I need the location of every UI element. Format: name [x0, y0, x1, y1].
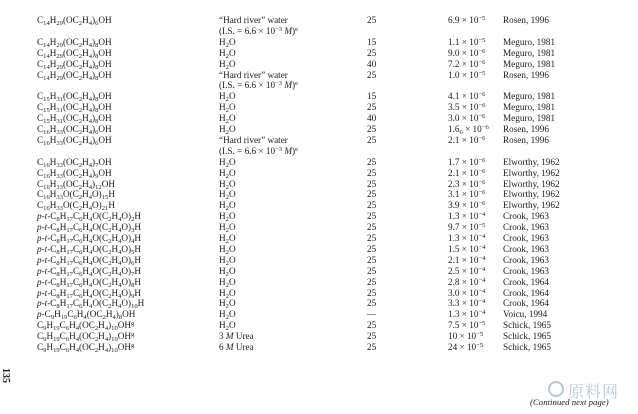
reference-cell: Crook, 1963	[503, 233, 549, 243]
compound-cell: $p-t-C_8H_{17}C_6H_4O(C_2H_4O)_9H$	[37, 287, 142, 300]
solvent-cell: $H_2O$	[219, 265, 236, 278]
solvent-cell: $H_2O$	[219, 178, 236, 191]
solvent-cell: $H_2O$	[219, 211, 236, 224]
temperature-cell: 25	[367, 342, 377, 352]
temperature-cell: 25	[367, 287, 377, 298]
reference-cell: Rosen, 1996	[503, 134, 549, 145]
temperature-cell: 25	[367, 167, 377, 178]
cmc-cell: $1.1 \times 10^{-5}$	[448, 36, 486, 47]
temperature-cell: 25	[367, 243, 377, 254]
watermark-text: 原料网	[568, 382, 620, 401]
temperature-cell: 25	[367, 156, 377, 167]
solvent-ionic-strength: (I.S. = $6.6 \times 10^{-3}$ M)$^e$	[219, 145, 299, 156]
compound-cell: $C_{15}H_{31}(OC_2H_4)_8OH$	[37, 91, 112, 104]
table-row	[0, 91, 638, 102]
reference-cell: Meguro, 1981	[503, 91, 556, 102]
compound-cell: $p-t-C_8H_{17}C_6H_4O(C_2H_4O)_8H$	[37, 276, 142, 289]
solvent-cell: $H_2O$	[219, 222, 236, 235]
cmc-cell: $3.5 \times 10^{-6}$	[448, 102, 486, 113]
temperature-cell: —	[367, 309, 377, 320]
compound-cell: $C_{14}H_{29}(OC_2H_4)_8OH$	[37, 69, 112, 82]
temperature-cell: 25	[367, 233, 377, 243]
cmc-cell: $3.3 \times 10^{-4}$	[448, 298, 486, 309]
table-row	[0, 233, 638, 244]
compound-cell: $p-C_9H_{19}C_6H_4(OC_2H_4)_8OH$	[37, 309, 136, 322]
temperature-cell: 25	[367, 124, 377, 134]
reference-cell: Crook, 1963	[503, 243, 549, 254]
solvent-cell: $H_2O$	[219, 189, 236, 202]
temperature-cell: 25	[367, 265, 377, 276]
solvent-cell: $H_2O$	[219, 91, 236, 104]
reference-cell: Crook, 1964	[503, 298, 549, 309]
temperature-cell: 25	[367, 331, 377, 342]
solvent-cell: $H_2O$	[219, 309, 236, 322]
solvent-cell: $H_2O$	[219, 58, 236, 71]
compound-cell: $p-t-C_8H_{17}C_6H_4O(C_2H_4O)_6H$	[37, 254, 142, 267]
compound-cell: $C_9H_{19}C_6H_4(OC_2H_4)_{10}OH^g$	[37, 342, 135, 354]
table-row-continuation	[0, 26, 638, 37]
reference-cell: Meguro, 1981	[503, 36, 556, 47]
solvent-cell: $H_2O$	[219, 167, 236, 180]
compound-cell: $C_{16}H_{33}(OC_2H_4)_7OH$	[37, 156, 112, 169]
temperature-cell: 25	[367, 47, 377, 58]
compound-cell: $C_{14}H_{29}(OC_2H_4)_8OH$	[37, 58, 112, 71]
table-row	[0, 288, 638, 299]
solvent-cell: $H_2O$	[219, 102, 236, 115]
temperature-cell: 25	[367, 178, 377, 189]
solvent-cell: “Hard river” water	[219, 15, 288, 25]
compound-cell: $C_{14}H_{29}(OC_2H_4)_6OH$	[37, 15, 112, 27]
table-row	[0, 277, 638, 288]
solvent-cell: “Hard river” water	[219, 134, 288, 145]
reference-cell: Schick, 1965	[503, 342, 551, 352]
temperature-cell: 25	[367, 69, 377, 80]
compound-cell: $C_{16}H_{33}(OC_2H_4)_6OH$	[37, 134, 112, 147]
reference-cell: Crook, 1964	[503, 287, 549, 298]
table-row	[0, 179, 638, 190]
table-row	[0, 37, 638, 48]
reference-cell: Schick, 1965	[503, 320, 551, 331]
cmc-cell: $4.1 \times 10^{-6}$	[448, 91, 486, 102]
solvent-cell: $H_2O$	[219, 36, 236, 49]
solvent-cell: $H_2O$	[219, 243, 236, 256]
compound-cell: $C_{16}H_{33}O(C_2H_4O)_{21}H$	[37, 200, 115, 213]
cmc-cell: $2.8 \times 10^{-4}$	[448, 276, 486, 287]
table-row	[0, 70, 638, 81]
reference-cell: Elworthy, 1962	[503, 167, 560, 178]
reference-cell: Meguro, 1981	[503, 113, 556, 124]
table-row	[0, 331, 638, 342]
compound-cell: $p-t-C_8H_{17}C_6H_4O(C_2H_4O)_4H$	[37, 233, 142, 245]
reference-cell: Meguro, 1981	[503, 58, 556, 69]
reference-cell: Elworthy, 1962	[503, 156, 560, 167]
watermark-logo	[540, 374, 635, 406]
solvent-cell: $H_2O$	[219, 276, 236, 289]
reference-cell: Elworthy, 1962	[503, 178, 560, 189]
cmc-cell: $3.0 \times 10^{-4}$	[448, 287, 486, 298]
solvent-cell: $H_2O$	[219, 113, 236, 126]
table-row	[0, 59, 638, 70]
table-row	[0, 135, 638, 146]
reference-cell: Crook, 1964	[503, 276, 549, 287]
cmc-cell: $1.3 \times 10^{-4}$	[448, 309, 486, 320]
temperature-cell: 25	[367, 211, 377, 222]
reference-cell: Meguro, 1981	[503, 47, 556, 58]
reference-cell: Voicu, 1994	[503, 309, 548, 320]
solvent-cell: $H_2O$	[219, 156, 236, 169]
solvent-cell: $H_2O$	[219, 320, 236, 333]
table-row	[0, 211, 638, 222]
table-row	[0, 266, 638, 277]
reference-cell: Elworthy, 1962	[503, 200, 560, 211]
reference-cell: Crook, 1963	[503, 211, 549, 222]
compound-cell: $p-t-C_8H_{17}C_6H_4O(C_2H_4O)_5H$	[37, 243, 142, 256]
table-row	[0, 222, 638, 233]
temperature-cell: 25	[367, 222, 377, 233]
cmc-cell: $1.7 \times 10^{-6}$	[448, 156, 486, 167]
table-row	[0, 102, 638, 113]
cmc-cell: $2.3 \times 10^{-6}$	[448, 178, 486, 189]
table-row	[0, 200, 638, 211]
cmc-cell: $7.5 \times 10^{-5}$	[448, 320, 486, 331]
temperature-cell: 25	[367, 189, 377, 200]
page-number: 135	[0, 368, 11, 383]
reference-cell: Rosen, 1996	[503, 15, 549, 25]
solvent-ionic-strength: (I.S. = $6.6 \times 10^{-3}$ M)$^e$	[219, 80, 299, 91]
solvent-cell: $H_2O$	[219, 298, 236, 311]
reference-cell: Crook, 1963	[503, 222, 549, 233]
reference-cell: Schick, 1965	[503, 331, 551, 342]
reference-cell: Elworthy, 1962	[503, 189, 560, 200]
reference-cell: Rosen, 1996	[503, 69, 549, 80]
solvent-cell: “Hard river” water	[219, 69, 288, 80]
compound-cell: $C_9H_{19}C_6H_4(OC_2H_4)_{10}OH^g$	[37, 320, 135, 333]
table-row	[0, 15, 638, 26]
table-row	[0, 48, 638, 59]
solvent-cell: $H_2O$	[219, 200, 236, 213]
temperature-cell: 25	[367, 102, 377, 113]
temperature-cell: 25	[367, 320, 377, 331]
cmc-cell: $1.3 \times 10^{-4}$	[448, 233, 486, 243]
table-row-continuation	[0, 80, 638, 91]
solvent-ionic-strength: (I.S. = $6.6 \times 10^{-3}$ M)$^e$	[219, 25, 299, 36]
cmc-cell: $3.1 \times 10^{-6}$	[448, 189, 486, 200]
cmc-cell: $1.0 \times 10^{-5}$	[448, 69, 486, 80]
table-row	[0, 320, 638, 331]
cmc-cell: $9.0 \times 10^{-6}$	[448, 47, 486, 58]
reference-cell: Crook, 1963	[503, 254, 549, 265]
compound-cell: $p-t-C_8H_{17}C_6H_4O(C_2H_4O)_2H$	[37, 211, 142, 224]
temperature-cell: 25	[367, 254, 377, 265]
solvent-cell: $H_2O$	[219, 124, 236, 136]
table-row	[0, 168, 638, 179]
temperature-cell: 25	[367, 200, 377, 211]
solvent-cell: 3 M Urea	[219, 331, 254, 342]
cmc-cell: $2.1 \times 10^{-6}$	[448, 167, 486, 178]
solvent-cell: 6 M Urea	[219, 342, 254, 352]
cmc-cell: $24 \times 10^{-5}$	[448, 342, 484, 352]
table-row	[0, 309, 638, 320]
cmc-cell: $6.9 \times 10^{-5}$	[448, 15, 486, 25]
compound-cell: $C_{15}H_{31}(OC_2H_4)_8OH$	[37, 102, 112, 115]
table-row	[0, 124, 638, 135]
compound-cell: $C_{16}H_{33}(OC_2H_4)_9OH$	[37, 167, 112, 180]
compound-cell: $p-t-C_8H_{17}C_6H_4O(C_2H_4O)_{10}H$	[37, 298, 145, 311]
table-row-continuation	[0, 146, 638, 157]
temperature-cell: 15	[367, 36, 377, 47]
cmc-cell: $3.0 \times 10^{-6}$	[448, 113, 486, 124]
cmc-cell: $1.5 \times 10^{-4}$	[448, 243, 486, 254]
cmc-cell: $10 \times 10^{-5}$	[448, 331, 484, 342]
temperature-cell: 25	[367, 276, 377, 287]
cmc-cell: $1.6_6 \times 10^{-6}$	[448, 124, 489, 136]
compound-cell: $p-t-C_8H_{17}C_6H_4O(C_2H_4O)_3H$	[37, 222, 142, 235]
temperature-cell: 25	[367, 298, 377, 309]
compound-cell: $C_{15}H_{31}(OC_2H_4)_8OH$	[37, 113, 112, 126]
compound-cell: $C_{16}H_{33}(OC_2H_4)_{12}OH$	[37, 178, 115, 191]
table-row	[0, 255, 638, 266]
solvent-cell: $H_2O$	[219, 287, 236, 300]
reference-cell: Rosen, 1996	[503, 124, 549, 134]
compound-cell: $C_9H_{19}C_6H_4(OC_2H_4)_{10}OH^g$	[37, 331, 135, 344]
table-row	[0, 189, 638, 200]
continued-note: (Continued next page)	[530, 397, 609, 407]
compound-cell: $C_{16}H_{33}(OC_2H_4)_6OH$	[37, 124, 112, 136]
reference-cell: Meguro, 1981	[503, 102, 556, 113]
temperature-cell: 25	[367, 134, 377, 145]
table-row	[0, 157, 638, 168]
temperature-cell: 40	[367, 58, 377, 69]
compound-cell: $C_{14}H_{29}(OC_2H_4)_8OH$	[37, 47, 112, 60]
reference-cell: Crook, 1963	[503, 265, 549, 276]
cmc-cell: $3.9 \times 10^{-6}$	[448, 200, 486, 211]
solvent-cell: $H_2O$	[219, 233, 236, 245]
compound-cell: $C_{14}H_{29}(OC_2H_4)_8OH$	[37, 36, 112, 49]
watermark-icon	[548, 381, 564, 397]
compound-cell: $C_{16}H_{33}O(C_2H_4O)_{15}H$	[37, 189, 115, 202]
table-row	[0, 342, 638, 353]
temperature-cell: 25	[367, 15, 377, 25]
cmc-cell: $2.5 \times 10^{-4}$	[448, 265, 486, 276]
cmc-cell: $2.1 \times 10^{-6}$	[448, 134, 486, 145]
table-row	[0, 113, 638, 124]
cmc-cell: $1.3 \times 10^{-4}$	[448, 211, 486, 222]
temperature-cell: 40	[367, 113, 377, 124]
solvent-cell: $H_2O$	[219, 254, 236, 267]
temperature-cell: 15	[367, 91, 377, 102]
cmc-cell: $7.2 \times 10^{-6}$	[448, 58, 486, 69]
compound-cell: $p-t-C_8H_{17}C_6H_4O(C_2H_4O)_7H$	[37, 265, 142, 278]
solvent-cell: $H_2O$	[219, 47, 236, 60]
table-row	[0, 244, 638, 255]
cmc-cell: $9.7 \times 10^{-5}$	[448, 222, 486, 233]
cmc-cell: $2.1 \times 10^{-4}$	[448, 254, 486, 265]
table-row	[0, 298, 638, 309]
